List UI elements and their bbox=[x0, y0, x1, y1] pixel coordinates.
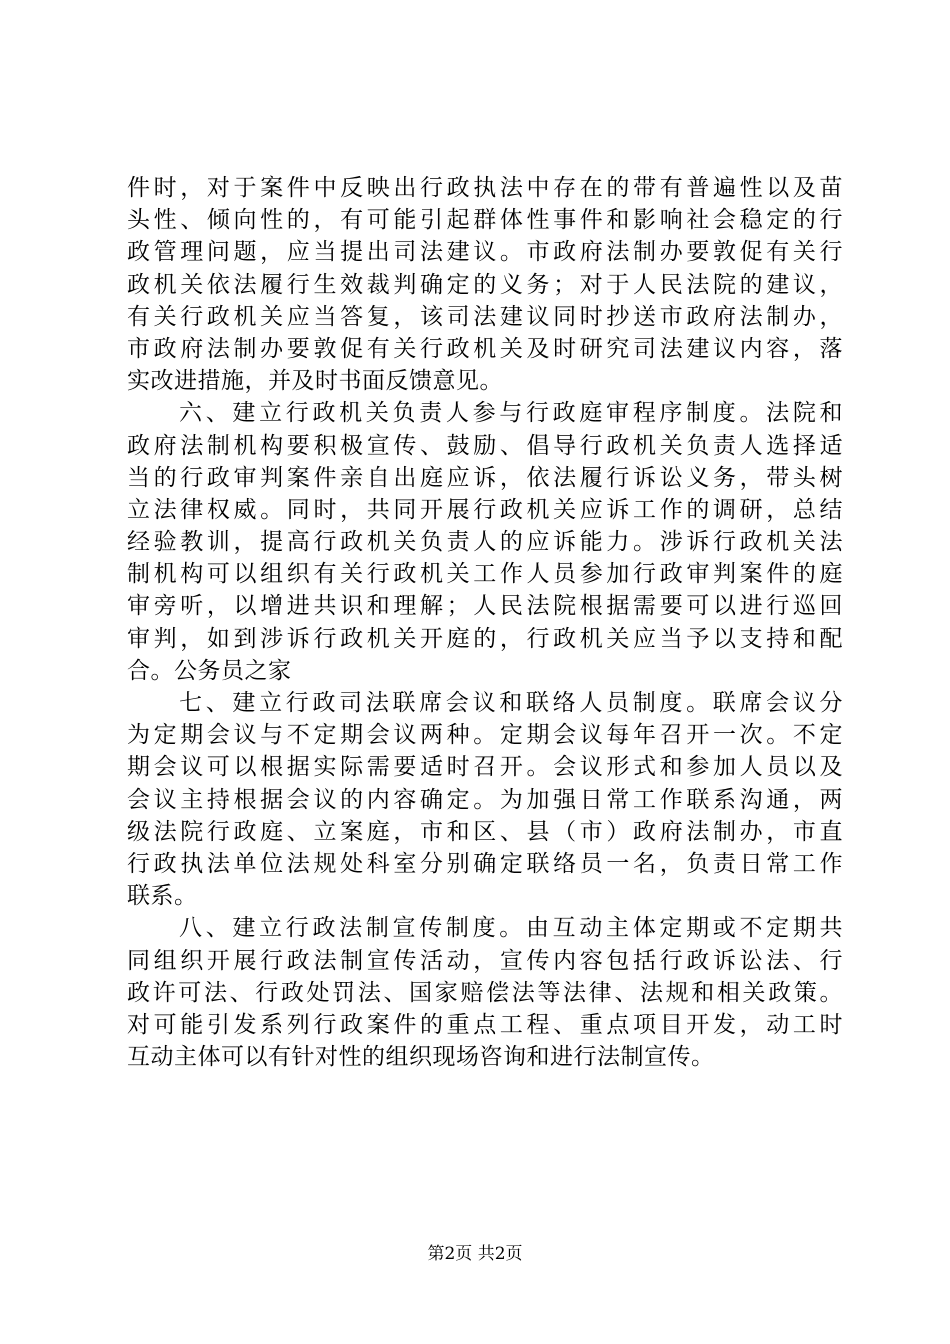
text-line: 实改进措施，并及时书面反馈意见。 bbox=[127, 368, 503, 395]
text-line: 期会议可以根据实际需要适时召开。会议形式和参加人员以及 bbox=[127, 754, 843, 781]
text-line: 互动主体可以有针对性的组织现场咨询和进行法制宣传。 bbox=[127, 1044, 715, 1071]
text-line: 审旁听，以增进共识和理解；人民法院根据需要可以进行巡回 bbox=[127, 593, 843, 620]
text-line: 合。公务员之家 bbox=[127, 657, 292, 684]
text-line: 立法律权威。同时，共同开展行政机关应诉工作的调研，总结 bbox=[127, 496, 843, 523]
text-line: 七、建立行政司法联席会议和联络人员制度。联席会议分 bbox=[179, 690, 843, 716]
text-line: 八、建立行政法制宣传制度。由互动主体定期或不定期共 bbox=[179, 915, 843, 942]
text-line: 头性、倾向性的，有可能引起群体性事件和影响社会稳定的行 bbox=[127, 207, 843, 234]
text-line: 行政执法单位法规处科室分别确定联络员一名，负责日常工作 bbox=[127, 850, 843, 877]
text-line: 六、建立行政机关负责人参与行政庭审程序制度。法院和 bbox=[179, 400, 843, 427]
paragraph-1 bbox=[127, 172, 843, 397]
text-line: 经验教训，提高行政机关负责人的应诉能力。涉诉行政机关法 bbox=[127, 529, 843, 556]
text-line: 同组织开展行政法制宣传活动，宣传内容包括行政诉讼法、行 bbox=[127, 947, 843, 974]
paragraph-4 bbox=[127, 912, 843, 1073]
text-line: 市政府法制办要敦促有关行政机关及时研究司法建议内容，落 bbox=[127, 335, 843, 362]
document-body bbox=[127, 172, 843, 1073]
paragraph-3 bbox=[127, 687, 843, 912]
text-line: 为定期会议与不定期会议两种。定期会议每年召开一次。不定 bbox=[127, 722, 843, 749]
text-line: 件时，对于案件中反映出行政执法中存在的带有普遍性以及苗 bbox=[127, 175, 843, 201]
text-line: 当的行政审判案件亲自出庭应诉，依法履行诉讼义务，带头树 bbox=[127, 464, 843, 491]
text-line: 政管理问题，应当提出司法建议。市政府法制办要敦促有关行 bbox=[127, 239, 843, 266]
text-line: 政机关依法履行生效裁判确定的义务；对于人民法院的建议， bbox=[127, 271, 843, 298]
text-line: 政许可法、行政处罚法、国家赔偿法等法律、法规和相关政策。 bbox=[127, 979, 843, 1006]
text-line: 政府法制机构要积极宣传、鼓励、倡导行政机关负责人选择适 bbox=[127, 432, 843, 459]
paragraph-2 bbox=[127, 397, 843, 687]
text-line: 制机构可以组织有关行政机关工作人员参加行政审判案件的庭 bbox=[127, 561, 843, 588]
text-line: 审判，如到涉诉行政机关开庭的，行政机关应当予以支持和配 bbox=[127, 625, 843, 652]
text-line: 级法院行政庭、立案庭，市和区、县（市）政府法制办，市直 bbox=[127, 818, 843, 845]
text-line: 对可能引发系列行政案件的重点工程、重点项目开发，动工时 bbox=[127, 1011, 843, 1038]
page-number-footer: 第2页 共2页 bbox=[427, 1244, 523, 1264]
text-line: 联系。 bbox=[127, 883, 198, 910]
text-line: 会议主持根据会议的内容确定。为加强日常工作联系沟通，两 bbox=[127, 786, 843, 813]
text-line: 有关行政机关应当答复，该司法建议同时抄送市政府法制办， bbox=[127, 303, 843, 330]
